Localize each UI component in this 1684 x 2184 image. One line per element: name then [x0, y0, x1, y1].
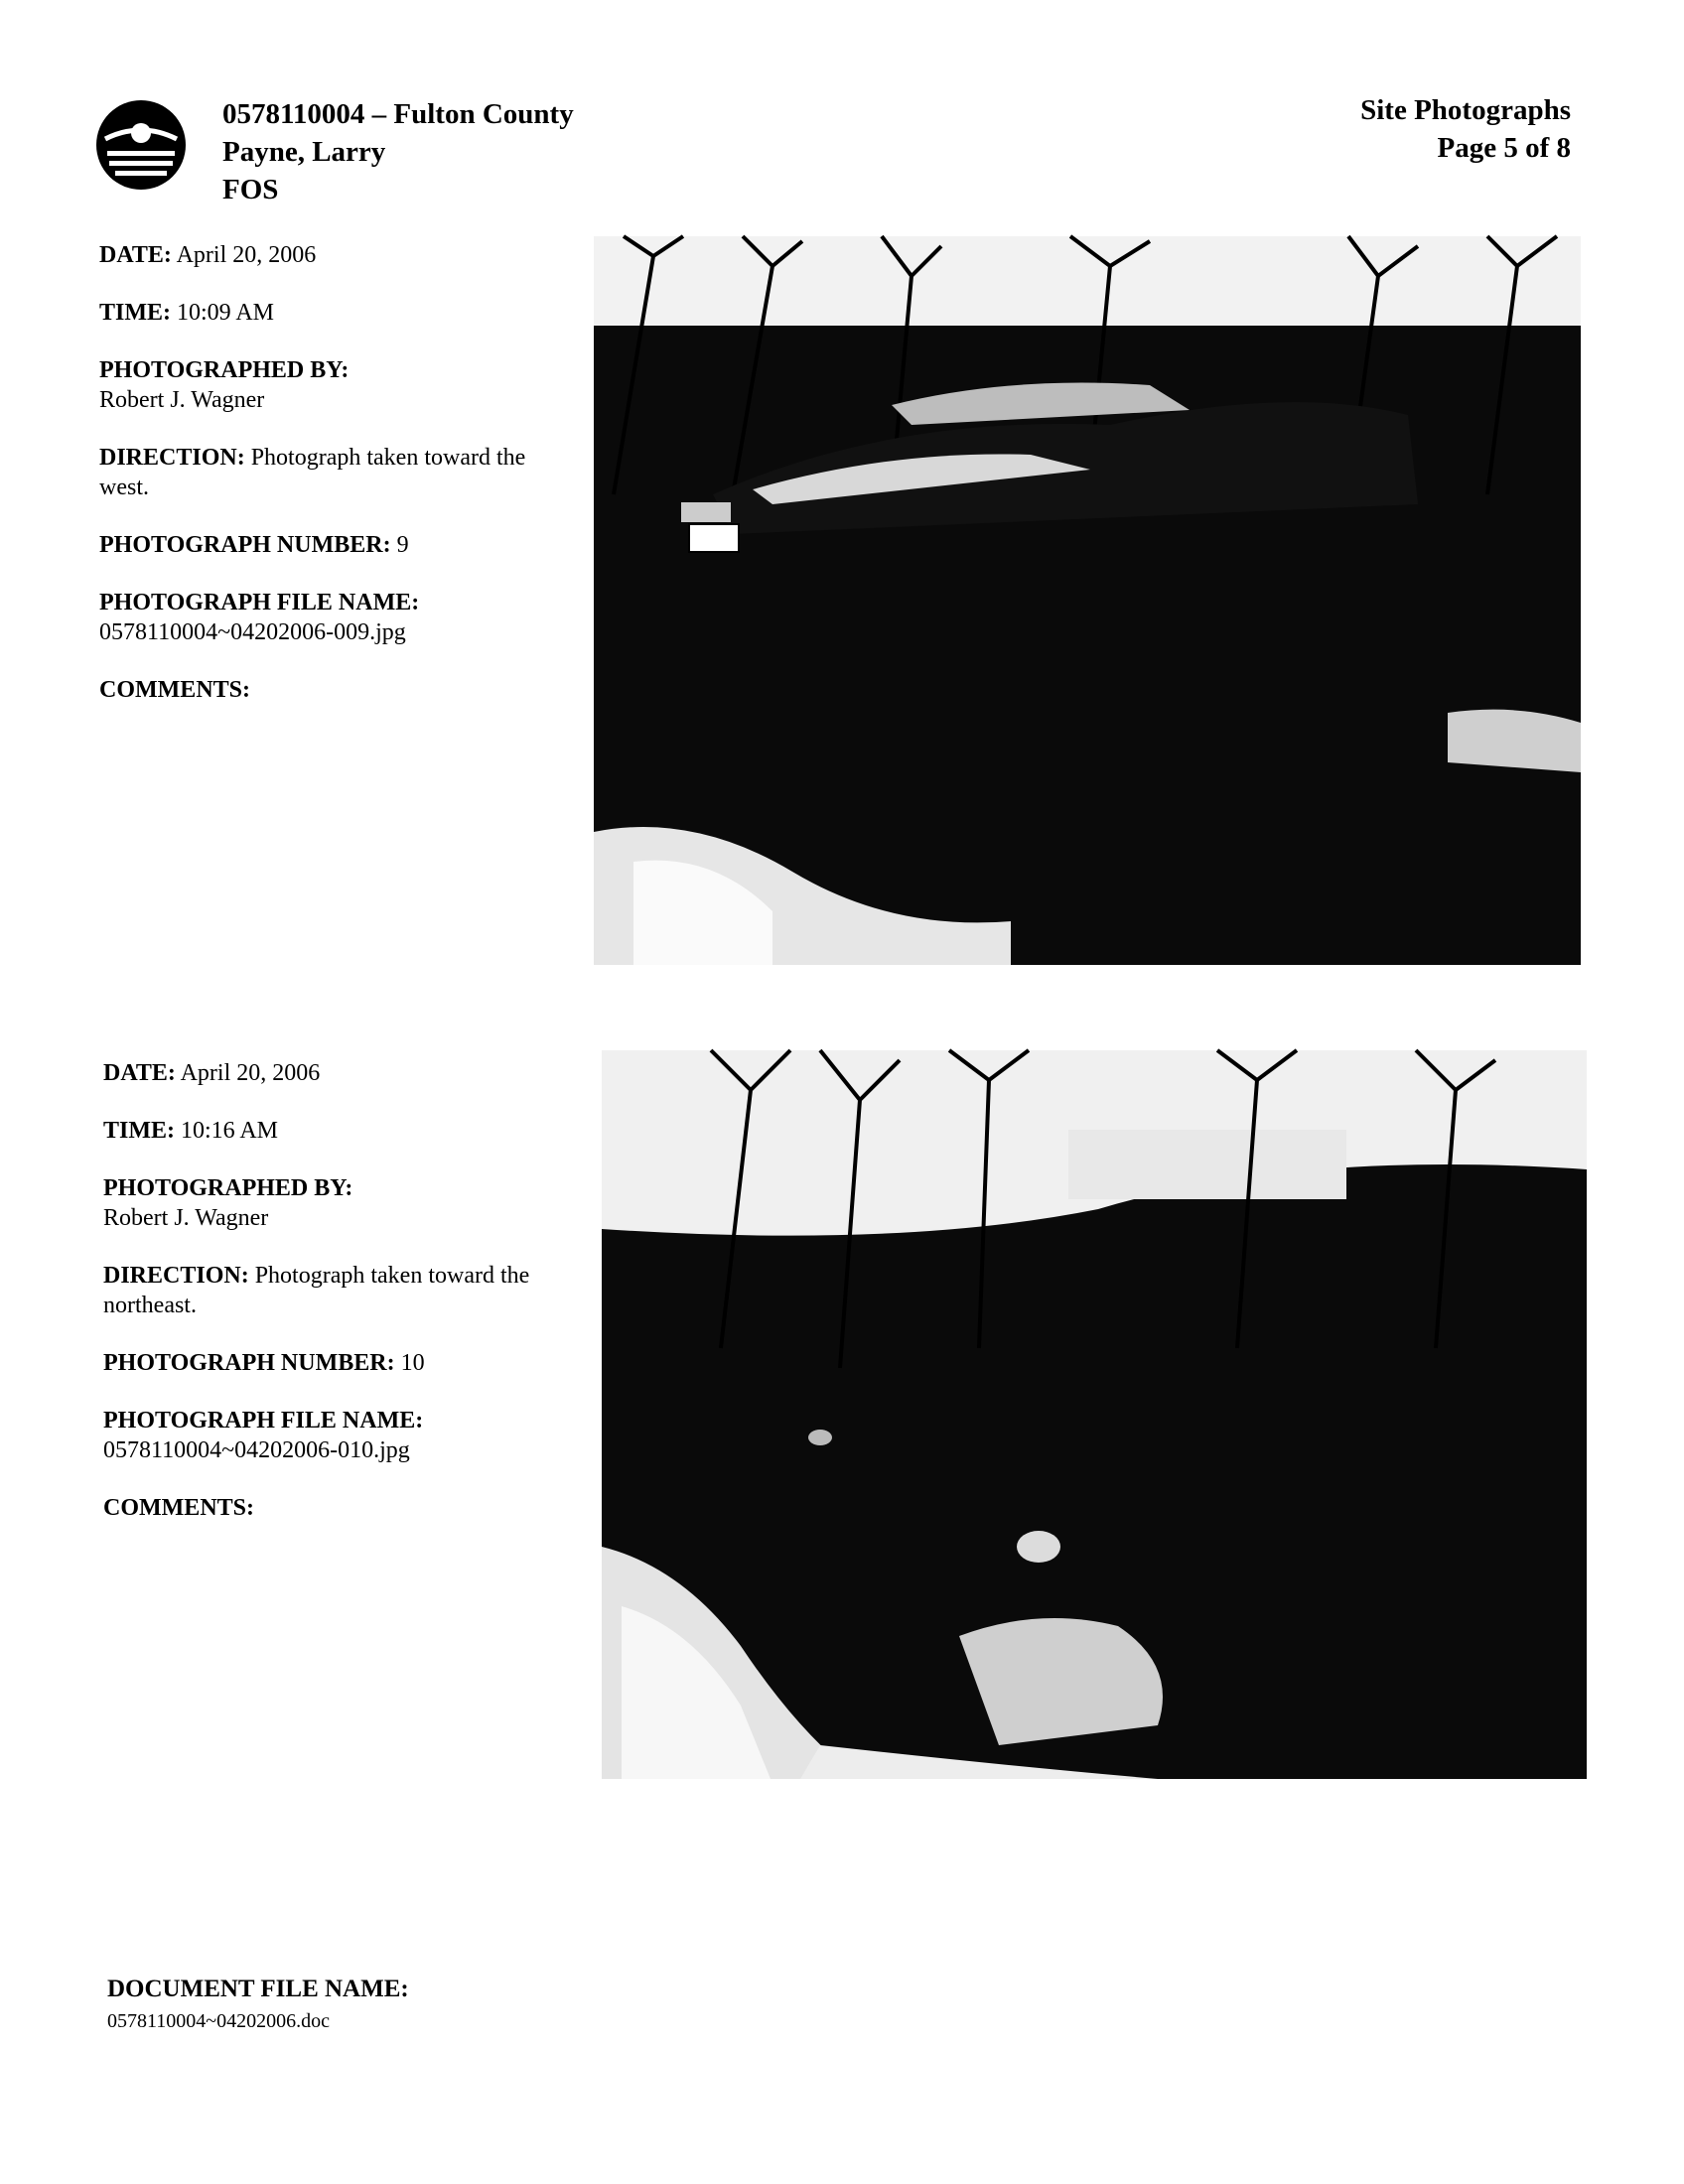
photo-9-scene	[594, 236, 1581, 965]
photo-1-date: DATE: April 20, 2006	[99, 242, 317, 268]
photo-2-date: DATE: April 20, 2006	[103, 1060, 321, 1086]
photo-1-metadata	[99, 240, 576, 733]
site-type: FOS	[222, 174, 279, 205]
photo-2-file: PHOTOGRAPH FILE NAME: 0578110004~04202006-010.jpg	[103, 1408, 424, 1463]
photo-2-time: TIME: 10:16 AM	[103, 1118, 279, 1144]
photo-2-metadata	[103, 1058, 580, 1551]
section-title: Site Photographs	[1360, 94, 1571, 126]
photo-2-number: PHOTOGRAPH NUMBER: 10	[103, 1350, 425, 1376]
photo-1-number: PHOTOGRAPH NUMBER: 9	[99, 532, 409, 558]
photo-2-photographer: PHOTOGRAPHED BY: Robert J. Wagner	[103, 1175, 353, 1231]
photo-10-scene	[602, 1050, 1587, 1779]
document-file-name-label: DOCUMENT FILE NAME:	[107, 1976, 409, 2002]
owner-name: Payne, Larry	[222, 136, 386, 168]
photo-1-file: PHOTOGRAPH FILE NAME: 0578110004~04202006-009.jpg	[99, 590, 420, 645]
agency-logo-icon	[95, 99, 187, 191]
photo-2-direction: DIRECTION: Photograph taken toward the northeast.	[103, 1263, 530, 1318]
header-section-info	[1360, 91, 1571, 167]
document-file-name-value: 0578110004~04202006.doc	[107, 2010, 330, 2032]
site-id-county: 0578110004 – Fulton County	[222, 98, 574, 130]
site-photo-9	[594, 236, 1581, 965]
header-site-info	[222, 95, 574, 208]
photo-1-direction: DIRECTION: Photograph taken toward the west.	[99, 445, 526, 500]
photo-1-photographer: PHOTOGRAPHED BY: Robert J. Wagner	[99, 357, 350, 413]
page-number: Page 5 of 8	[1437, 132, 1571, 164]
photo-2-comments: COMMENTS:	[103, 1495, 254, 1521]
site-photo-10	[602, 1050, 1587, 1779]
photo-1-comments: COMMENTS:	[99, 677, 250, 703]
photo-1-time: TIME: 10:09 AM	[99, 300, 275, 326]
